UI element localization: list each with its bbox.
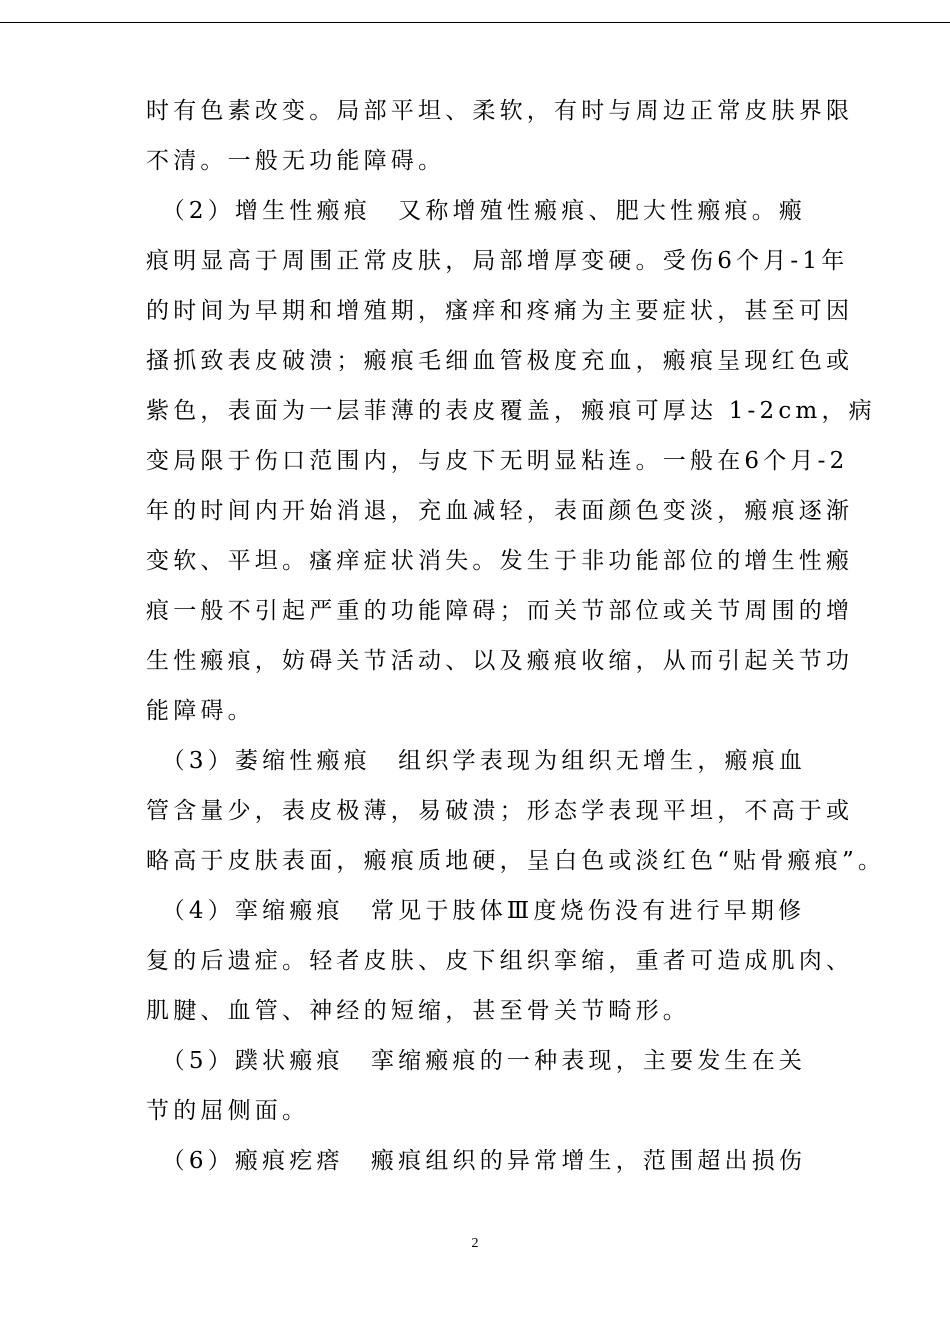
text-line: 节的屈侧面。 xyxy=(146,1098,310,1124)
text-line: （6）瘢痕疙瘩 瘢痕组织的异常增生，范围超出损伤 xyxy=(146,1148,807,1174)
text-line: 年的时间内开始消退，充血减轻，表面颜色变淡，瘢痕逐渐 xyxy=(146,498,854,524)
text-line: 紫色，表面为一层菲薄的表皮覆盖，瘢痕可厚达 1-2cm，病 xyxy=(146,398,876,424)
text-line: 不清。一般无功能障碍。 xyxy=(146,148,446,174)
text-line: 生性瘢痕，妨碍关节活动、以及瘢痕收缩，从而引起关节功 xyxy=(146,648,854,674)
text-line: 变局限于伤口范围内，与皮下无明显粘连。一般在6个月-2 xyxy=(146,448,849,474)
document-body xyxy=(146,86,886,1186)
text-line: 肌腱、血管、神经的短缩，甚至骨关节畸形。 xyxy=(146,998,690,1024)
text-line: 变软、平坦。瘙痒症状消失。发生于非功能部位的增生性瘢 xyxy=(146,548,854,574)
text-line: （4）挛缩瘢痕 常见于肢体Ⅲ度烧伤没有进行早期修 xyxy=(146,898,806,924)
text-line: 的时间为早期和增殖期，瘙痒和疼痛为主要症状，甚至可因 xyxy=(146,298,854,324)
text-line: （3）萎缩性瘢痕 组织学表现为组织无增生，瘢痕血 xyxy=(146,748,807,774)
text-line: 时有色素改变。局部平坦、柔软，有时与周边正常皮肤界限 xyxy=(146,98,854,124)
text-line: 略高于皮肤表面，瘢痕质地硬，呈白色或淡红色“贴骨瘢痕”。 xyxy=(146,848,886,874)
text-line: 管含量少，表皮极薄，易破溃；形态学表现平坦，不高于或 xyxy=(146,798,854,824)
text-line: （2）增生性瘢痕 又称增殖性瘢痕、肥大性瘢痕。瘢 xyxy=(146,198,807,224)
text-line: 能障碍。 xyxy=(146,698,255,724)
page-number: 2 xyxy=(471,1236,479,1251)
text-line: 搔抓致表皮破溃；瘢痕毛细血管极度充血，瘢痕呈现红色或 xyxy=(146,348,854,374)
text-line: （5）蹼状瘢痕 挛缩瘢痕的一种表现，主要发生在关 xyxy=(146,1048,807,1074)
text-line: 痕一般不引起严重的功能障碍；而关节部位或关节周围的增 xyxy=(146,598,854,624)
header-rule xyxy=(0,22,950,23)
text-line: 痕明显高于周围正常皮肤，局部增厚变硬。受伤6个月-1年 xyxy=(146,248,849,274)
text-line: 复的后遗症。轻者皮肤、皮下组织挛缩，重者可造成肌肉、 xyxy=(146,948,854,974)
